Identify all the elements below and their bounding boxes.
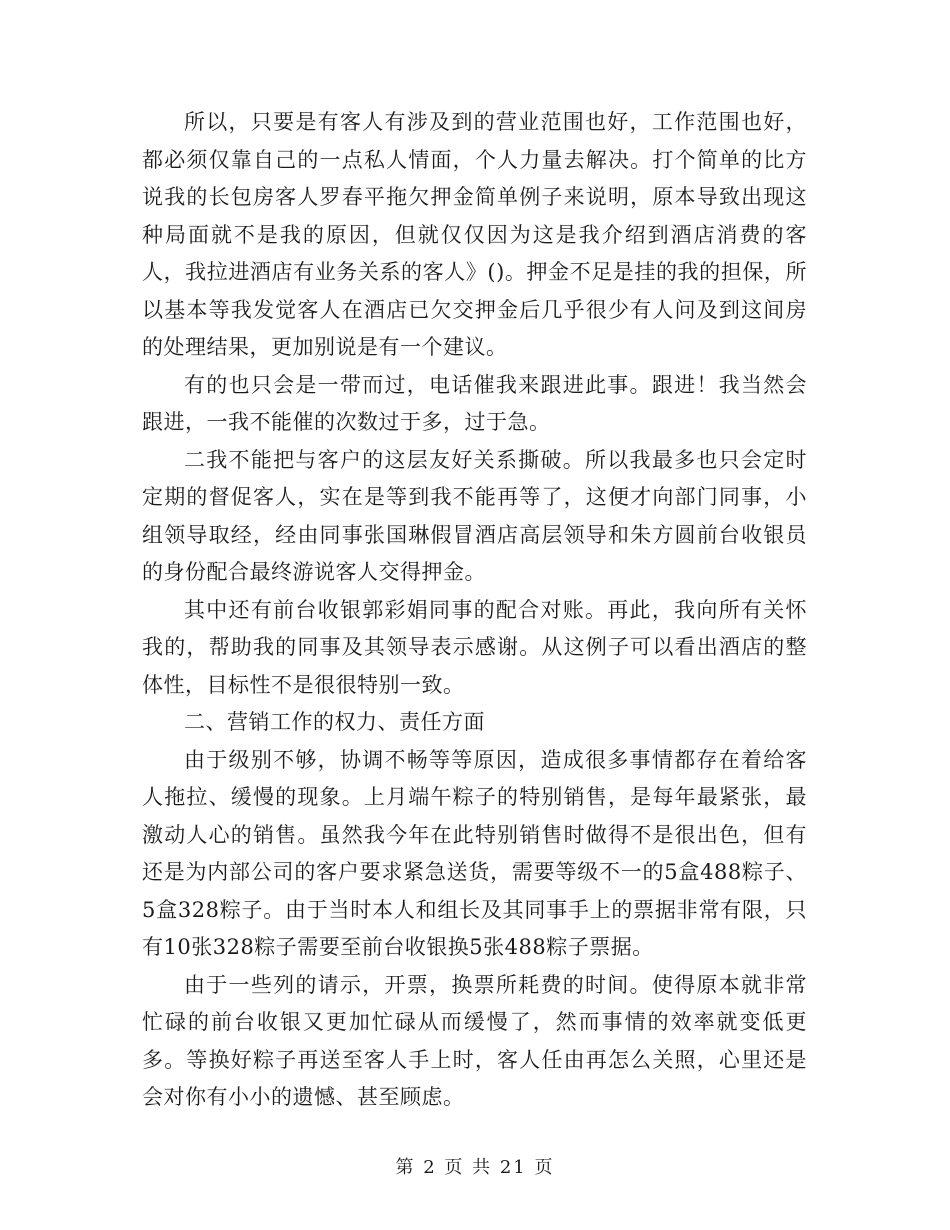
paragraph: 所以，只要是有客人有涉及到的营业范围也好，工作范围也好，都必须仅靠自己的一点私人情面，个人力量去解决。打个简单的比方说我的长包房客人罗春平拖欠押金简单例子来说明，原本导致出现这种局面就不是我的原因，但就仅仅因为这是我介绍到酒店消费的客人，我拉进酒店有业务关系的客人》()。押金不足是挂的我的担保，所以基本等我发觉客人在酒店已欠交押金后几乎很少有人问及到这间房的处理结果，更加别说是有一个建议。 bbox=[142, 110, 807, 359]
section-heading: 二、营销工作的权力、责任方面 bbox=[184, 710, 485, 734]
paragraph: 由于一些列的请示，开票，换票所耗费的时间。使得原本就非常忙碌的前台收银又更加忙碌从而缓慢了，然而事情的效率就变低更多。等换好粽子再送至客人手上时，客人任由再怎么关照，心里还是会对你有小小的遗憾、甚至顾虑。 bbox=[142, 972, 807, 1109]
paragraph: 其中还有前台收银郭彩娟同事的配合对账。再此，我向所有关怀我的，帮助我的同事及其领导表示感谢。从这例子可以看出酒店的整体性，目标性不是很很特别一致。 bbox=[142, 597, 807, 697]
paragraph: 有的也只会是一带而过，电话催我来跟进此事。跟进！我当然会跟进，一我不能催的次数过于多，过于急。 bbox=[142, 372, 807, 434]
document-body bbox=[142, 104, 807, 1117]
paragraph: 由于级别不够，协调不畅等等原因，造成很多事情都存在着给客人拖拉、缓慢的现象。上月端午粽子的特别销售，是每年最紧张，最激动人心的销售。虽然我今年在此特别销售时做得不是很出色，但有还是为内部公司的客户要求紧急送货，需要等级不一的5盒488粽子、5盒328粽子。由于当时本人和组长及其同事手上的票据非常有限，只有10张328粽子需要至前台收银换5张488粽子票据。 bbox=[142, 747, 807, 959]
paragraph: 二我不能把与客户的这层友好关系撕破。所以我最多也只会定时定期的督促客人，实在是等到我不能再等了，这便才向部门同事，小组领导取经，经由同事张国琳假冒酒店高层领导和朱方圆前台收银员的身份配合最终游说客人交得押金。 bbox=[142, 447, 807, 584]
page-number-footer: 第 2 页 共 21 页 bbox=[395, 1157, 555, 1178]
